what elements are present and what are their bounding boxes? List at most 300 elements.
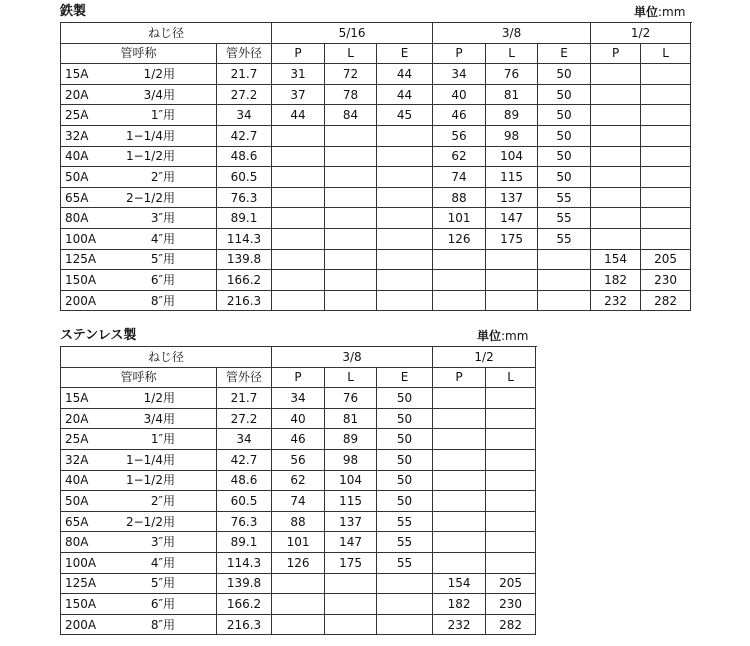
- dimension-cell: [325, 594, 377, 615]
- outer-diameter-cell: 27.2: [217, 84, 272, 105]
- dimension-header: L: [486, 367, 536, 388]
- dimension-cell: [377, 146, 433, 167]
- pipe-size-inch: 5″用: [150, 252, 175, 267]
- dimension-cell: [641, 208, 691, 229]
- dimension-cell: [486, 491, 536, 512]
- dimension-cell: [641, 105, 691, 126]
- dimension-cell: 76: [325, 388, 377, 409]
- dimension-cell: 50: [377, 408, 433, 429]
- table-row: [61, 208, 691, 229]
- table-row: [61, 532, 536, 553]
- pipe-nominal-cell: [61, 249, 217, 270]
- pipe-nominal-cell: [61, 146, 217, 167]
- pipe-nominal-cell: [61, 573, 217, 594]
- dimension-cell: [325, 290, 377, 311]
- dimension-cell: [272, 249, 325, 270]
- dimension-cell: [325, 167, 377, 188]
- pipe-nominal-cell: [61, 125, 217, 146]
- table-row: [61, 249, 691, 270]
- stainless-table-title: ステンレス製: [60, 328, 137, 343]
- stainless-unit-label: 単位: [477, 329, 502, 343]
- dimension-cell: 50: [377, 388, 433, 409]
- dimension-header: P: [272, 367, 325, 388]
- dimension-cell: [538, 270, 591, 291]
- dimension-cell: 50: [538, 84, 591, 105]
- dimension-cell: [591, 167, 641, 188]
- pipe-size-code: 32A: [65, 452, 89, 467]
- dimension-cell: [433, 491, 486, 512]
- dimension-cell: 154: [433, 573, 486, 594]
- dimension-cell: 81: [325, 408, 377, 429]
- outer-diameter-cell: 21.7: [217, 388, 272, 409]
- dimension-header: P: [433, 367, 486, 388]
- dimension-cell: 89: [325, 429, 377, 450]
- pipe-size-code: 125A: [65, 576, 97, 591]
- dimension-cell: [433, 511, 486, 532]
- dimension-cell: [433, 532, 486, 553]
- dimension-cell: [486, 249, 538, 270]
- dimension-cell: 101: [272, 532, 325, 553]
- dimension-cell: [641, 187, 691, 208]
- dimension-cell: [272, 270, 325, 291]
- dimension-cell: 44: [377, 64, 433, 85]
- pipe-nominal-cell: [61, 84, 217, 105]
- outer-diameter-cell: 42.7: [217, 125, 272, 146]
- dimension-cell: [325, 270, 377, 291]
- outer-diameter-cell: 48.6: [217, 146, 272, 167]
- dimension-cell: [641, 228, 691, 249]
- dimension-cell: 55: [538, 187, 591, 208]
- pipe-size-inch: 1/2用: [143, 66, 175, 81]
- dimension-cell: [433, 290, 486, 311]
- dimension-cell: 104: [325, 470, 377, 491]
- dimension-cell: 34: [272, 388, 325, 409]
- dimension-cell: [325, 573, 377, 594]
- dimension-cell: [272, 290, 325, 311]
- dimension-cell: 72: [325, 64, 377, 85]
- pipe-size-inch: 1−1/4用: [125, 128, 175, 143]
- dimension-cell: 44: [377, 84, 433, 105]
- pipe-nominal-cell: [61, 614, 217, 635]
- dimension-cell: [641, 125, 691, 146]
- pipe-size-code: 25A: [65, 108, 89, 123]
- dimension-cell: [377, 573, 433, 594]
- pipe-size-code: 150A: [65, 272, 97, 287]
- dimension-cell: 44: [272, 105, 325, 126]
- pipe-nominal-cell: [61, 228, 217, 249]
- pipe-size-code: 80A: [65, 211, 89, 226]
- dimension-cell: [591, 64, 641, 85]
- dimension-cell: 89: [486, 105, 538, 126]
- dimension-cell: [486, 388, 536, 409]
- pipe-size-inch: 4″用: [150, 555, 175, 570]
- stainless-spec-table: [60, 346, 536, 635]
- dimension-cell: [377, 208, 433, 229]
- dimension-cell: 46: [272, 429, 325, 450]
- dimension-cell: [433, 270, 486, 291]
- outer-diameter-cell: 76.3: [217, 511, 272, 532]
- table-row: [61, 64, 691, 85]
- outer-diameter-cell: 42.7: [217, 449, 272, 470]
- table-row: [61, 187, 691, 208]
- pipe-size-inch: 2″用: [150, 169, 175, 184]
- table-row: [61, 84, 691, 105]
- thread-size-group-header: 3/8: [433, 23, 591, 44]
- dimension-cell: 50: [538, 125, 591, 146]
- pipe-nominal-cell: [61, 552, 217, 573]
- table-row: [61, 511, 536, 532]
- outer-diameter-cell: 48.6: [217, 470, 272, 491]
- dimension-header: P: [433, 43, 486, 64]
- dimension-cell: [325, 125, 377, 146]
- dimension-cell: 182: [591, 270, 641, 291]
- dimension-cell: 232: [433, 614, 486, 635]
- pipe-size-code: 15A: [65, 390, 89, 405]
- pipe-nominal-cell: [61, 167, 217, 188]
- outer-diameter-cell: 76.3: [217, 187, 272, 208]
- dimension-cell: 40: [272, 408, 325, 429]
- dimension-cell: [591, 84, 641, 105]
- dimension-cell: 37: [272, 84, 325, 105]
- pipe-nominal-cell: [61, 270, 217, 291]
- iron-table-title: 鉄製: [60, 4, 87, 19]
- stainless-unit-value: :mm: [501, 329, 529, 343]
- dimension-cell: 76: [486, 64, 538, 85]
- dimension-cell: [272, 187, 325, 208]
- pipe-nominal-cell: [61, 187, 217, 208]
- outer-diameter-cell: 216.3: [217, 614, 272, 635]
- dimension-cell: 98: [486, 125, 538, 146]
- table-row: [61, 594, 536, 615]
- outer-diameter-cell: 216.3: [217, 290, 272, 311]
- outer-diameter-cell: 60.5: [217, 491, 272, 512]
- dimension-header: E: [377, 43, 433, 64]
- table-row: [61, 491, 536, 512]
- pipe-nominal-cell: [61, 532, 217, 553]
- outer-diameter-cell: 114.3: [217, 552, 272, 573]
- pipe-size-inch: 6″用: [150, 272, 175, 287]
- header-row-columns: [61, 43, 691, 64]
- pipe-size-code: 100A: [65, 555, 97, 570]
- outer-diameter-cell: 27.2: [217, 408, 272, 429]
- dimension-cell: 147: [486, 208, 538, 229]
- pipe-size-code: 150A: [65, 596, 97, 611]
- pipe-size-inch: 1″用: [150, 432, 175, 447]
- pipe-size-inch: 1−1/2用: [125, 473, 175, 488]
- pipe-size-code: 40A: [65, 149, 89, 164]
- dimension-cell: [591, 208, 641, 229]
- dimension-header: P: [272, 43, 325, 64]
- pipe-size-code: 40A: [65, 473, 89, 488]
- outer-diameter-cell: 21.7: [217, 64, 272, 85]
- dimension-cell: 50: [538, 64, 591, 85]
- pipe-size-code: 32A: [65, 128, 89, 143]
- pipe-nominal-cell: [61, 491, 217, 512]
- dimension-cell: [377, 167, 433, 188]
- dimension-cell: [433, 449, 486, 470]
- table-row: [61, 228, 691, 249]
- iron-spec-table: [60, 22, 691, 311]
- table-row: [61, 573, 536, 594]
- table-row: [61, 388, 536, 409]
- dimension-cell: [433, 552, 486, 573]
- dimension-header: P: [591, 43, 641, 64]
- outer-diameter-cell: 139.8: [217, 573, 272, 594]
- table-row: [61, 552, 536, 573]
- pipe-size-code: 100A: [65, 231, 97, 246]
- dimension-cell: [591, 187, 641, 208]
- dimension-cell: [377, 614, 433, 635]
- iron-unit-note: [634, 4, 685, 20]
- pipe-nominal-cell: [61, 470, 217, 491]
- dimension-cell: [272, 167, 325, 188]
- dimension-cell: 101: [433, 208, 486, 229]
- outer-diameter-cell: 34: [217, 105, 272, 126]
- dimension-cell: [325, 208, 377, 229]
- pipe-size-inch: 8″用: [150, 617, 175, 632]
- dimension-cell: 50: [377, 491, 433, 512]
- dimension-cell: [486, 449, 536, 470]
- dimension-cell: [325, 187, 377, 208]
- table-row: [61, 105, 691, 126]
- pipe-nominal-cell: [61, 64, 217, 85]
- pipe-nominal-cell: [61, 388, 217, 409]
- outer-diameter-header: 管外径: [217, 367, 272, 388]
- dimension-cell: [486, 408, 536, 429]
- pipe-size-inch: 2″用: [150, 493, 175, 508]
- pipe-size-inch: 1/2用: [143, 390, 175, 405]
- header-row-thread-size: [61, 23, 691, 44]
- dimension-cell: [433, 249, 486, 270]
- dimension-cell: 78: [325, 84, 377, 105]
- dimension-cell: 205: [486, 573, 536, 594]
- dimension-cell: 230: [486, 594, 536, 615]
- dimension-cell: [538, 290, 591, 311]
- dimension-cell: [377, 249, 433, 270]
- dimension-cell: 182: [433, 594, 486, 615]
- dimension-cell: 147: [325, 532, 377, 553]
- dimension-header: L: [641, 43, 691, 64]
- dimension-cell: 62: [433, 146, 486, 167]
- dimension-cell: 62: [272, 470, 325, 491]
- outer-diameter-cell: 89.1: [217, 208, 272, 229]
- stainless-unit-note: [477, 328, 528, 344]
- dimension-cell: 55: [538, 208, 591, 229]
- dimension-cell: [641, 167, 691, 188]
- dimension-header: L: [486, 43, 538, 64]
- dimension-cell: 50: [538, 167, 591, 188]
- pipe-size-code: 25A: [65, 432, 89, 447]
- dimension-cell: [377, 594, 433, 615]
- table-row: [61, 167, 691, 188]
- dimension-cell: [272, 594, 325, 615]
- dimension-cell: 98: [325, 449, 377, 470]
- pipe-nominal-cell: [61, 208, 217, 229]
- pipe-size-inch: 6″用: [150, 596, 175, 611]
- dimension-cell: [486, 270, 538, 291]
- dimension-cell: [433, 408, 486, 429]
- thread-diameter-header: ねじ径: [61, 23, 272, 44]
- dimension-cell: 56: [272, 449, 325, 470]
- dimension-cell: [433, 429, 486, 450]
- dimension-cell: [377, 187, 433, 208]
- pipe-size-code: 50A: [65, 169, 89, 184]
- stainless-table-body: [61, 347, 536, 635]
- dimension-cell: 137: [486, 187, 538, 208]
- dimension-cell: [377, 270, 433, 291]
- dimension-cell: 154: [591, 249, 641, 270]
- dimension-cell: [486, 532, 536, 553]
- table-row: [61, 614, 536, 635]
- dimension-header: L: [325, 367, 377, 388]
- iron-unit-value: :mm: [658, 5, 686, 19]
- pipe-size-inch: 1−1/2用: [125, 149, 175, 164]
- outer-diameter-cell: 89.1: [217, 532, 272, 553]
- dimension-cell: [325, 614, 377, 635]
- dimension-cell: [641, 146, 691, 167]
- dimension-cell: [591, 146, 641, 167]
- dimension-cell: 40: [433, 84, 486, 105]
- pipe-size-code: 65A: [65, 514, 89, 529]
- dimension-cell: [486, 429, 536, 450]
- pipe-size-inch: 3″用: [150, 211, 175, 226]
- pipe-nominal-cell: [61, 408, 217, 429]
- pipe-size-inch: 3/4用: [143, 87, 175, 102]
- dimension-header: E: [377, 367, 433, 388]
- dimension-header: L: [325, 43, 377, 64]
- table-row: [61, 429, 536, 450]
- table-row: [61, 125, 691, 146]
- pipe-size-inch: 5″用: [150, 576, 175, 591]
- dimension-cell: 175: [325, 552, 377, 573]
- dimension-cell: [641, 64, 691, 85]
- pipe-size-inch: 4″用: [150, 231, 175, 246]
- dimension-cell: 55: [538, 228, 591, 249]
- pipe-size-inch: 2−1/2用: [125, 190, 175, 205]
- dimension-cell: 126: [433, 228, 486, 249]
- dimension-cell: [272, 228, 325, 249]
- dimension-cell: 230: [641, 270, 691, 291]
- dimension-cell: [272, 146, 325, 167]
- pipe-nominal-cell: [61, 511, 217, 532]
- table-row: [61, 270, 691, 291]
- dimension-cell: 45: [377, 105, 433, 126]
- dimension-cell: [433, 470, 486, 491]
- dimension-cell: 50: [377, 470, 433, 491]
- dimension-cell: 74: [272, 491, 325, 512]
- table-row: [61, 408, 536, 429]
- dimension-cell: 232: [591, 290, 641, 311]
- pipe-size-inch: 1″用: [150, 108, 175, 123]
- pipe-nominal-cell: [61, 429, 217, 450]
- outer-diameter-cell: 60.5: [217, 167, 272, 188]
- dimension-cell: [538, 249, 591, 270]
- dimension-cell: [641, 84, 691, 105]
- dimension-cell: 55: [377, 511, 433, 532]
- outer-diameter-cell: 166.2: [217, 270, 272, 291]
- dimension-cell: [486, 511, 536, 532]
- header-row-thread-size: [61, 347, 536, 368]
- dimension-cell: 205: [641, 249, 691, 270]
- dimension-cell: [486, 552, 536, 573]
- pipe-nominal-cell: [61, 290, 217, 311]
- dimension-cell: 282: [641, 290, 691, 311]
- dimension-cell: 137: [325, 511, 377, 532]
- thread-size-group-header: 1/2: [591, 23, 691, 44]
- dimension-cell: [325, 249, 377, 270]
- pipe-size-code: 125A: [65, 252, 97, 267]
- dimension-cell: 88: [272, 511, 325, 532]
- pipe-nominal-header: 管呼称: [61, 43, 217, 64]
- thread-size-group-header: 3/8: [272, 347, 433, 368]
- outer-diameter-cell: 139.8: [217, 249, 272, 270]
- dimension-cell: 126: [272, 552, 325, 573]
- outer-diameter-header: 管外径: [217, 43, 272, 64]
- pipe-size-inch: 2−1/2用: [125, 514, 175, 529]
- dimension-cell: 50: [538, 105, 591, 126]
- dimension-cell: 74: [433, 167, 486, 188]
- dimension-cell: [377, 290, 433, 311]
- dimension-cell: [377, 228, 433, 249]
- outer-diameter-cell: 34: [217, 429, 272, 450]
- thread-size-group-header: 5/16: [272, 23, 433, 44]
- dimension-cell: 84: [325, 105, 377, 126]
- dimension-cell: [272, 614, 325, 635]
- dimension-cell: [486, 470, 536, 491]
- iron-unit-label: 単位: [634, 5, 659, 19]
- pipe-nominal-cell: [61, 594, 217, 615]
- table-row: [61, 146, 691, 167]
- pipe-size-code: 200A: [65, 293, 97, 308]
- pipe-size-code: 200A: [65, 617, 97, 632]
- pipe-nominal-cell: [61, 449, 217, 470]
- dimension-cell: [272, 208, 325, 229]
- dimension-cell: 282: [486, 614, 536, 635]
- dimension-cell: 55: [377, 552, 433, 573]
- dimension-cell: 175: [486, 228, 538, 249]
- dimension-cell: 50: [538, 146, 591, 167]
- dimension-cell: 81: [486, 84, 538, 105]
- table-row: [61, 290, 691, 311]
- dimension-cell: [486, 290, 538, 311]
- dimension-cell: 115: [325, 491, 377, 512]
- pipe-size-code: 80A: [65, 535, 89, 550]
- outer-diameter-cell: 114.3: [217, 228, 272, 249]
- thread-size-group-header: 1/2: [433, 347, 536, 368]
- dimension-cell: [591, 125, 641, 146]
- dimension-cell: 104: [486, 146, 538, 167]
- pipe-nominal-cell: [61, 105, 217, 126]
- dimension-cell: 55: [377, 532, 433, 553]
- dimension-cell: [272, 573, 325, 594]
- dimension-cell: [433, 388, 486, 409]
- dimension-cell: [325, 146, 377, 167]
- header-row-columns: [61, 367, 536, 388]
- dimension-cell: [325, 228, 377, 249]
- dimension-cell: 88: [433, 187, 486, 208]
- pipe-size-inch: 1−1/4用: [125, 452, 175, 467]
- pipe-size-inch: 3/4用: [143, 411, 175, 426]
- pipe-size-code: 20A: [65, 87, 89, 102]
- pipe-size-code: 50A: [65, 493, 89, 508]
- dimension-cell: 31: [272, 64, 325, 85]
- pipe-size-code: 15A: [65, 66, 89, 81]
- pipe-size-inch: 3″用: [150, 535, 175, 550]
- dimension-cell: 34: [433, 64, 486, 85]
- dimension-cell: [591, 105, 641, 126]
- dimension-cell: [591, 228, 641, 249]
- outer-diameter-cell: 166.2: [217, 594, 272, 615]
